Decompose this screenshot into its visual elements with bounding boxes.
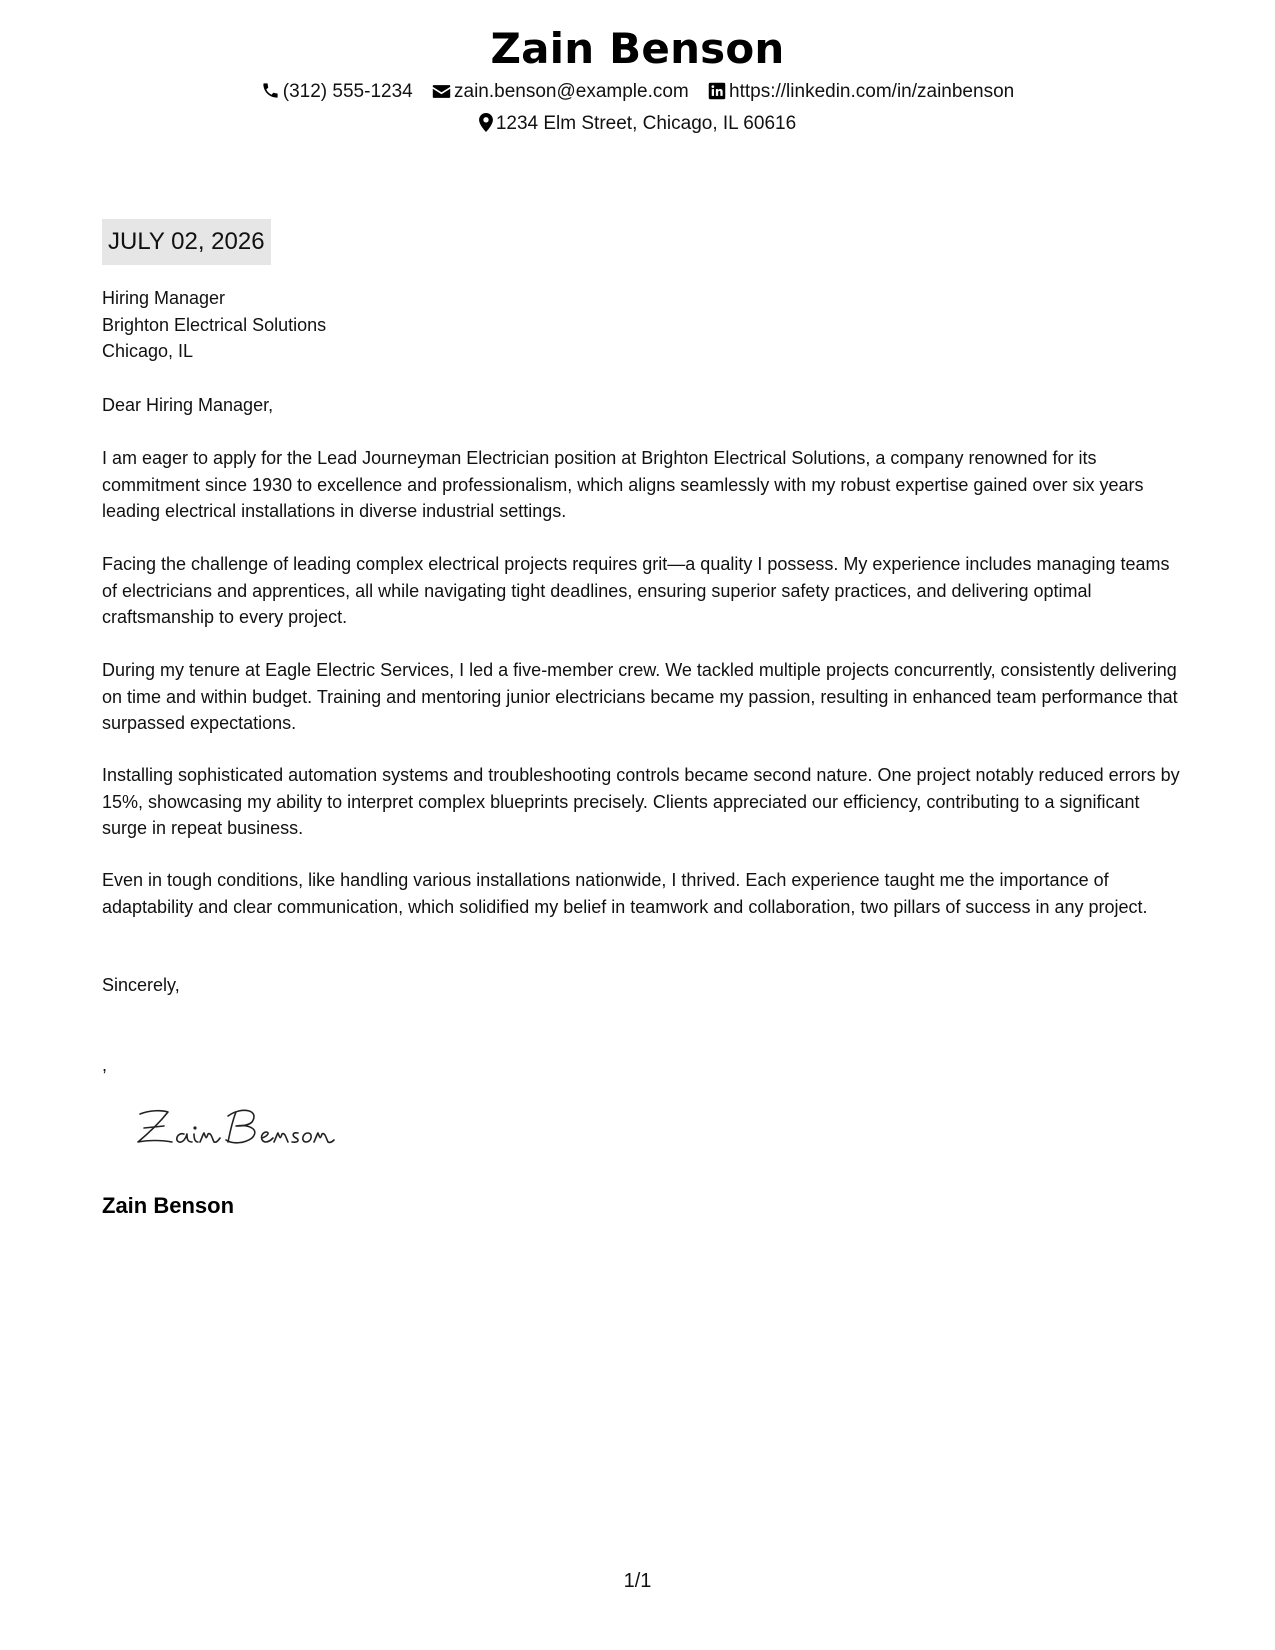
stray-comma: ,: [102, 1055, 108, 1075]
contact-row-primary: [0, 80, 1275, 107]
linkedin-icon: [708, 82, 726, 107]
contact-address: [479, 112, 796, 139]
signer-name: Zain Benson: [102, 1193, 235, 1218]
header-name: Zain Benson: [490, 24, 785, 73]
linkedin-link[interactable]: https://linkedin.com/in/zainbenson: [729, 81, 1015, 102]
map-pin-icon: [479, 113, 493, 139]
body-paragraph: During my tenure at Eagle Electric Services, I led a five-member crew. We tackled multiple projects concurrently, consistently delivering on time and within budget. Training and mentoring junior electricians became my passion, resulting in enhanced team performance that surpassed expectations.: [102, 660, 1178, 733]
phone-text: (312) 555-1234: [282, 81, 413, 102]
recipient-company: Brighton Electrical Solutions: [102, 314, 327, 335]
address-text: 1234 Elm Street, Chicago, IL 60616: [495, 113, 797, 134]
body-paragraph: Even in tough conditions, like handling various installations nationwide, I thrived. Each experience taught me the importance of adaptability and clear communication, which solidified my belief in teamwork and collaboration, two pillars of success in any project.: [102, 870, 1148, 917]
letter-date: JULY 02, 2026: [102, 219, 271, 265]
contact-email[interactable]: [432, 80, 689, 107]
body-paragraph: Facing the challenge of leading complex electrical projects requires grit—a quality I possess. My experience includes managing teams of electricians and apprentices, all while navigating tight deadlines, ensuring superior safety practices, and delivering optimal craftsmanship to every project.: [102, 554, 1170, 627]
page-number: 1/1: [623, 1570, 652, 1592]
body-paragraph: Installing sophisticated automation systems and troubleshooting controls became second nature. One project notably reduced errors by 15%, showcasing my ability to interpret complex blueprints precisely. Clients appreciated our efficiency, contributing to a significant surge in repeat business.: [102, 765, 1180, 838]
contact-phone: [261, 80, 413, 107]
email-link[interactable]: zain.benson@example.com: [454, 81, 689, 102]
recipient-block: [102, 285, 1182, 365]
contact-row-address: [0, 112, 1275, 139]
closing: Sincerely,: [102, 975, 180, 995]
recipient-title: Hiring Manager: [102, 288, 226, 308]
contact-linkedin[interactable]: [708, 80, 1014, 107]
recipient-location: Chicago, IL: [102, 341, 194, 361]
salutation: Dear Hiring Manager,: [102, 395, 274, 415]
phone-icon: [261, 81, 280, 107]
body-paragraph: I am eager to apply for the Lead Journeyman Electrician position at Brighton Electrical Solutions, a company renowned for its commitment since 1930 to excellence and professionalism, which aligns seamlessly with my robust expertise gained over six years leading electrical installations in diverse industrial settings.: [102, 448, 1144, 521]
signature-image: [132, 1098, 372, 1158]
envelope-icon: [432, 83, 451, 107]
